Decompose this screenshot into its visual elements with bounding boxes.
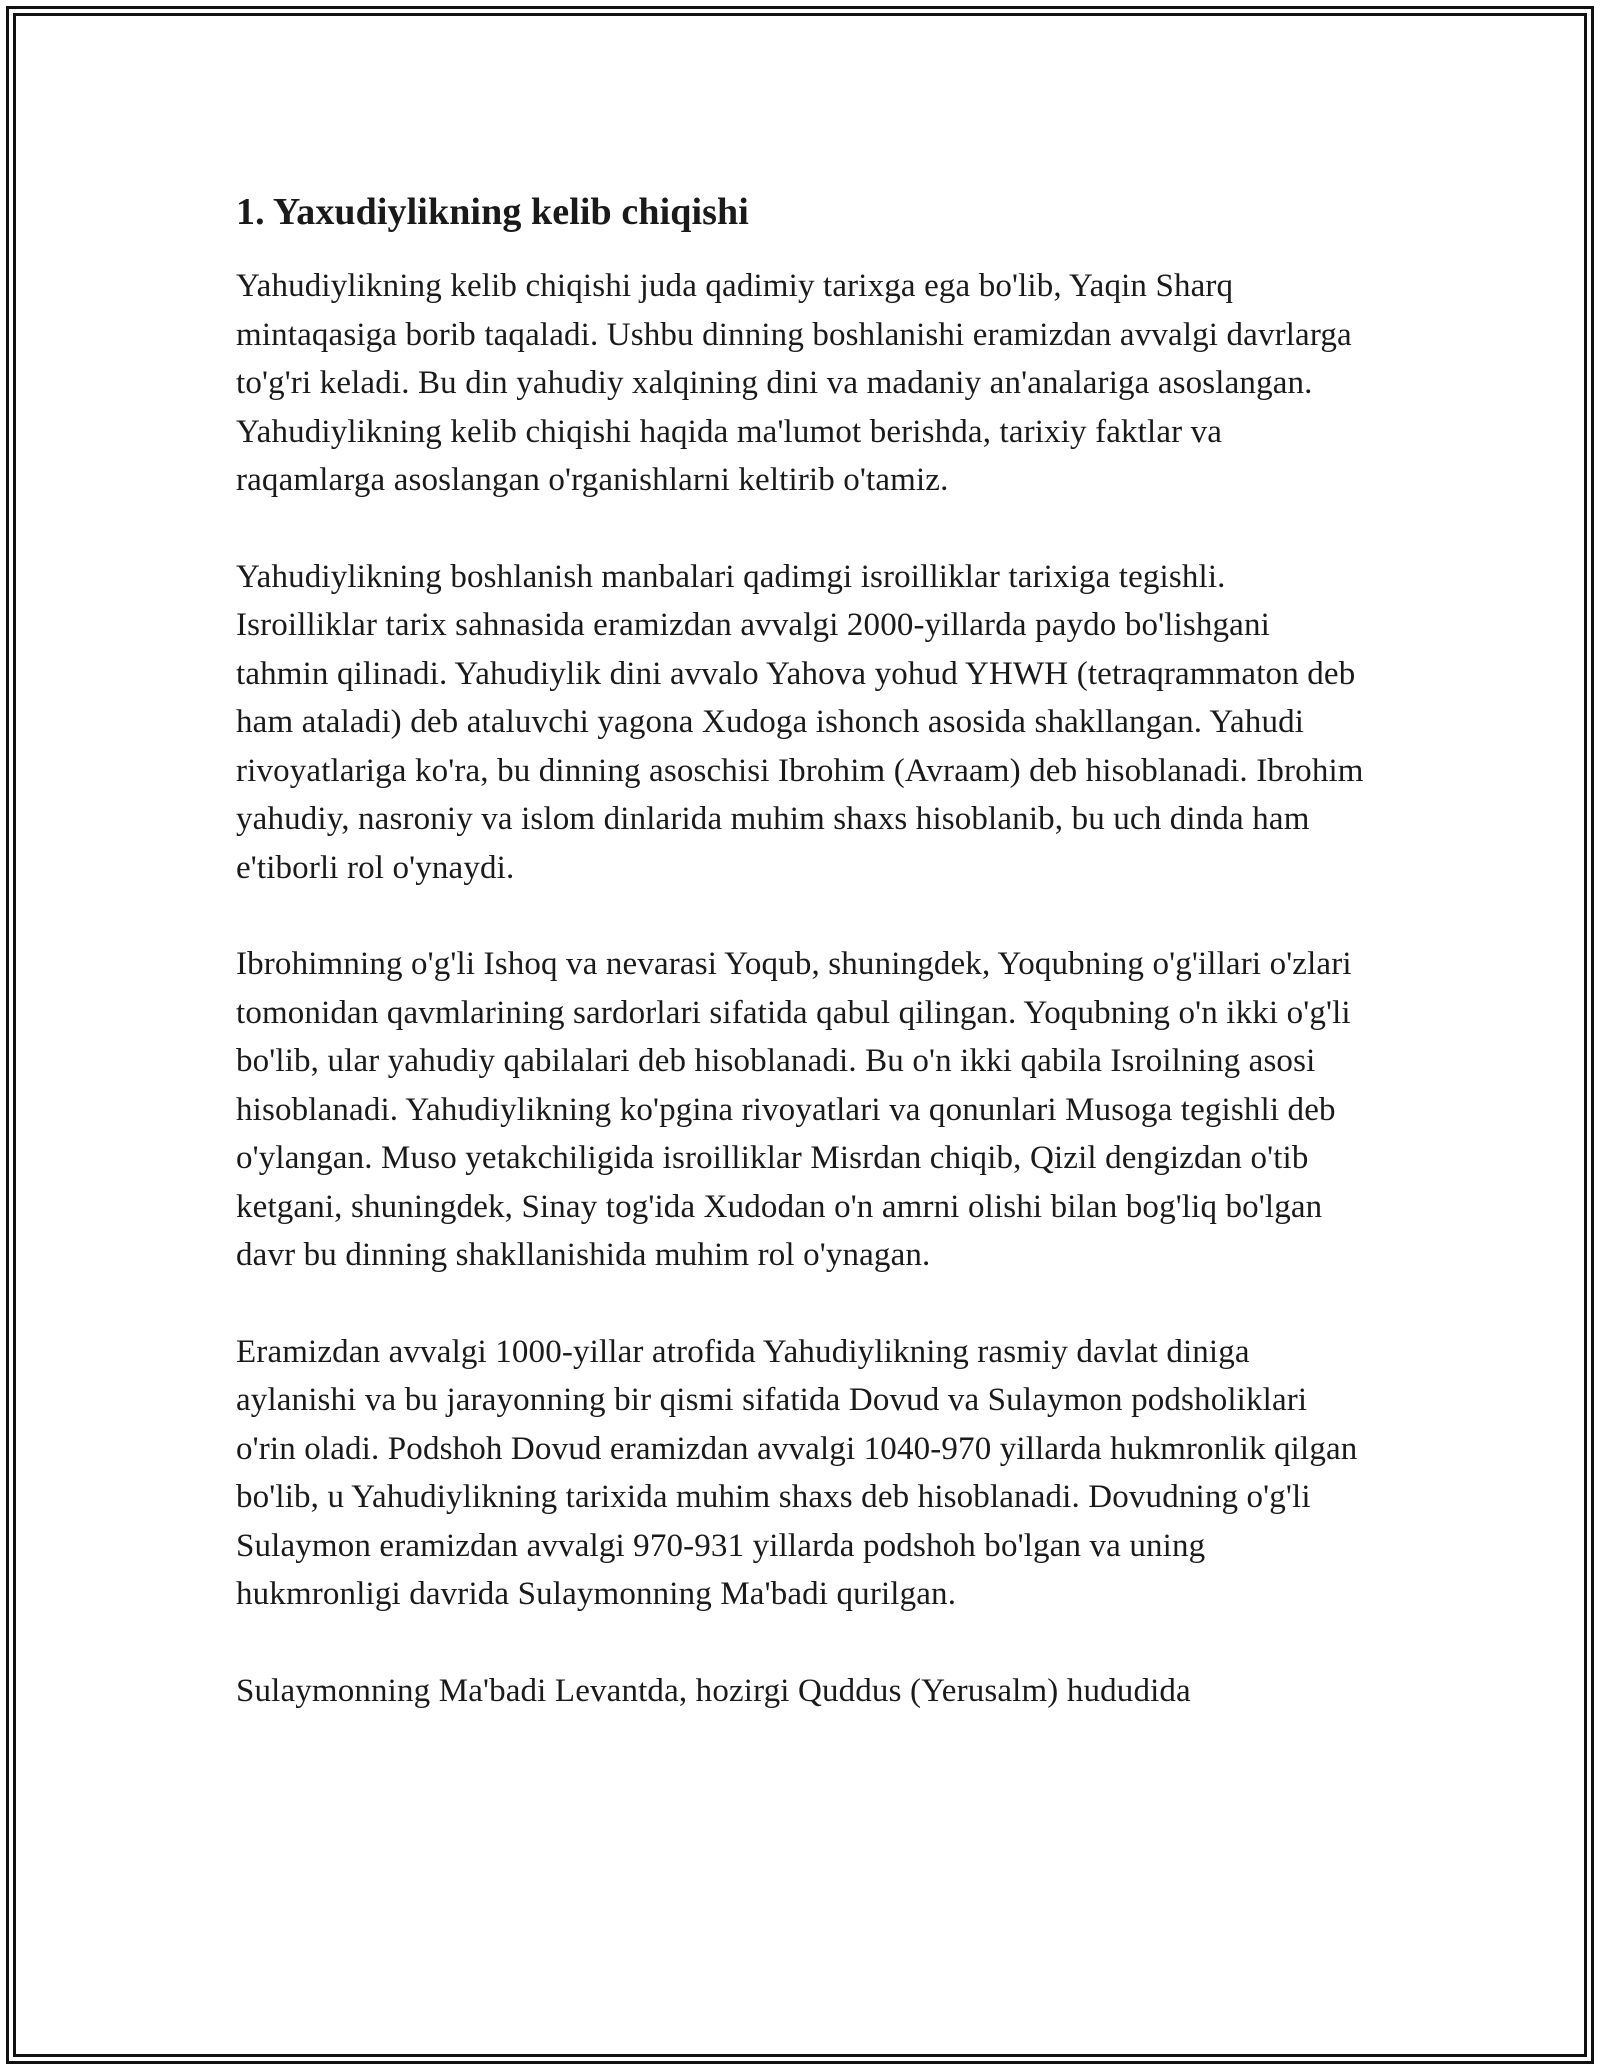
paragraph-patriarchs: Ibrohimning o'g'li Ishoq va nevarasi Yoqub, shuningdek, Yoqubning o'g'illari o'zlari tomonidan qavmlarining sardorlari sifatida qabul qilingan. Yoqubning o'n ikki o'g'li bo'lib, ular yahudiy qabilalari deb hisoblanadi. Bu o'n ikki qabila Isroilning asosi hisoblanadi. Yahudiylikning ko'pgina rivoyatlari va qonunlari Musoga tegishli deb o'ylangan. Muso yetakchiligida isroilliklar Misrdan chiqib, Qizil dengizdan o'tib ketgani, shuningdek, Sinay tog'ida Xudodan o'n amrni olishi bilan bog'liq bo'lgan davr bu dinning shakllanishida muhim rol o'ynagan. [236,946,1352,1273]
paragraph-origins: Yahudiylikning kelib chiqishi juda qadimiy tarixga ega bo'lib, Yaqin Sharq mintaqasiga borib taqaladi. Ushbu dinning boshlanishi eramizdan avvalgi davrlarga to'g'ri keladi. Bu din yahudiy xalqining dini va madaniy an'analariga asoslangan. Yahudiylikning kelib chiqishi haqida ma'lumot berishda, tarixiy faktlar va raqamlarga asoslangan o'rganishlarni keltirib o'tamiz. [236,268,1352,498]
paragraph-kingdoms: Eramizdan avvalgi 1000-yillar atrofida Yahudiylikning rasmiy davlat diniga aylanishi va bu jarayonning bir qismi sifatida Dovud va Sulaymon podsholiklari o'rin oladi. Podshoh Dovud eramizdan avvalgi 1040-970 yillarda hukmronlik qilgan bo'lib, u Yahudiylikning tarixida muhim shaxs deb hisoblanadi. Dovudning o'g'li Sulaymon eramizdan avvalgi 970-931 yillarda podshoh bo'lgan va uning hukmronligi davrida Sulaymonning Ma'badi qurilgan. [236,1333,1358,1612]
document-body [236,186,1366,1763]
paragraph-temple: Sulaymonning Ma'badi Levantda, hozirgi Quddus (Yerusalm) hududida [236,1672,1191,1709]
paragraph-sources: Yahudiylikning boshlanish manbalari qadimgi isroilliklar tarixiga tegishli. Isroilliklar tarix sahnasida eramizdan avvalgi 2000-yillarda paydo bo'lishgani tahmin qilinadi. Yahudiylik dini avvalo Yahova yohud YHWH (tetraqrammaton deb ham ataladi) deb ataluvchi yagona Xudoga ishonch asosida shakllangan. Yahudi rivoyatlariga ko'ra, bu dinning asoschisi Ibrohim (Avraam) deb hisoblanadi. Ibrohim yahudiy, nasroniy va islom dinlarida muhim shaxs hisoblanib, bu uch dinda ham e'tiborli rol o'ynaydi. [236,558,1364,886]
section-heading: 1. Yaxudiylikning kelib chiqishi [236,191,749,233]
